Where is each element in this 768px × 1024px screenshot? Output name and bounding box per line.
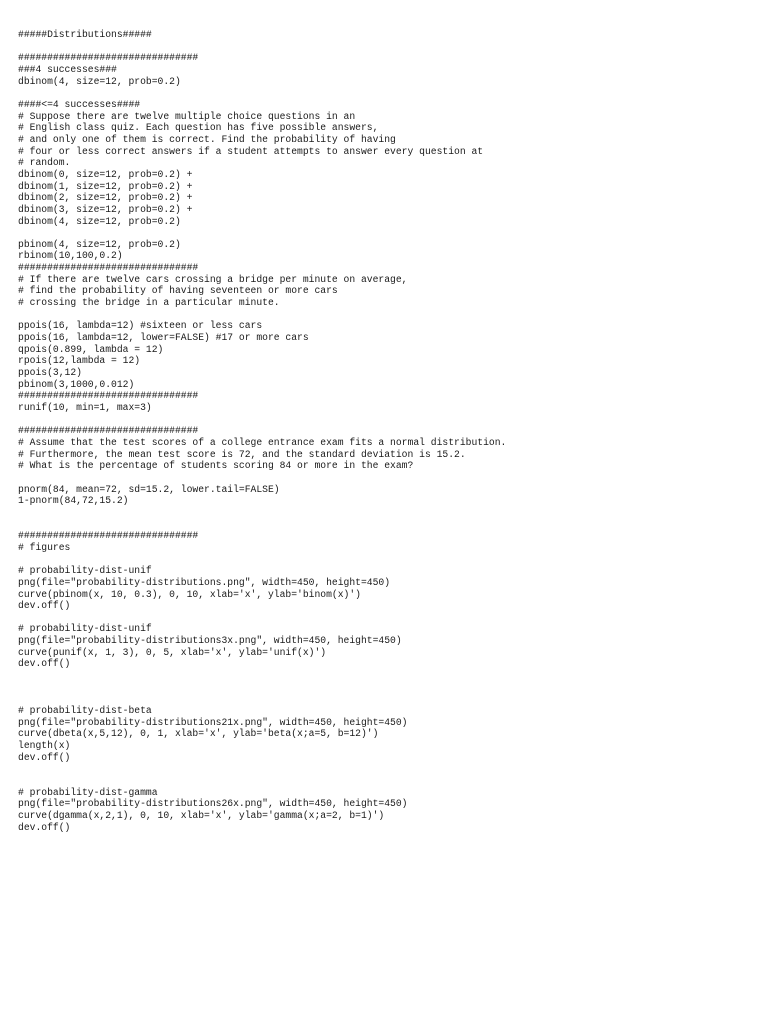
code-line: ############################### xyxy=(18,52,199,64)
code-line: 1-pnorm(84,72,15.2) xyxy=(18,495,129,507)
code-document xyxy=(18,29,758,833)
code-line: # probability-dist-unif xyxy=(18,623,152,635)
code-line: dev.off() xyxy=(18,600,71,612)
blank-line xyxy=(18,763,758,775)
code-line: # Furthermore, the mean test score is 72, and the standard deviation is 15.2. xyxy=(18,448,466,460)
code-line: # Assume that the test scores of a college entrance exam fits a normal distribution. xyxy=(18,436,507,448)
code-line: # probability-dist-beta xyxy=(18,705,152,717)
code-line: dev.off() xyxy=(18,658,71,670)
blank-line xyxy=(18,612,758,624)
code-line: # If there are twelve cars crossing a bridge per minute on average, xyxy=(18,273,408,285)
blank-line xyxy=(18,472,758,484)
code-line: # Suppose there are twelve multiple choice questions in an xyxy=(18,110,356,122)
blank-line xyxy=(18,682,758,694)
code-line: ############################### xyxy=(18,390,199,402)
blank-line xyxy=(18,87,758,99)
code-line: ppois(16, lambda=12, lower=FALSE) #17 or more cars xyxy=(18,332,309,344)
code-line: ############################### xyxy=(18,530,199,542)
code-line: pbinom(4, size=12, prob=0.2) xyxy=(18,238,181,250)
code-line: #####Distributions##### xyxy=(18,29,152,40)
code-line: # What is the percentage of students scoring 84 or more in the exam? xyxy=(18,460,414,472)
code-line: png(file="probability-distributions.png", width=450, height=450) xyxy=(18,576,391,588)
code-line: png(file="probability-distributions3x.png", width=450, height=450) xyxy=(18,635,402,647)
blank-line xyxy=(18,554,758,566)
code-line: curve(punif(x, 1, 3), 0, 5, xlab='x', ylab='unif(x)') xyxy=(18,646,327,658)
code-line: dbinom(1, size=12, prob=0.2) + xyxy=(18,180,193,192)
code-line: png(file="probability-distributions21x.png", width=450, height=450) xyxy=(18,716,408,728)
code-line: dev.off() xyxy=(18,751,71,763)
blank-line xyxy=(18,41,758,53)
code-line: dbinom(3, size=12, prob=0.2) + xyxy=(18,203,193,215)
code-line: dbinom(2, size=12, prob=0.2) + xyxy=(18,192,193,204)
code-line: dbinom(0, size=12, prob=0.2) + xyxy=(18,168,193,180)
code-line: # probability-dist-gamma xyxy=(18,786,158,798)
blank-line xyxy=(18,414,758,426)
code-line: rpois(12,lambda = 12) xyxy=(18,355,141,367)
code-line: ####<=4 successes#### xyxy=(18,98,141,110)
code-line: ppois(3,12) xyxy=(18,367,82,379)
blank-line xyxy=(18,507,758,519)
code-line: dbinom(4, size=12, prob=0.2) xyxy=(18,75,181,87)
code-line: ############################### xyxy=(18,425,199,437)
code-line: # four or less correct answers if a student attempts to answer every question at xyxy=(18,145,484,157)
code-line: ppois(16, lambda=12) #sixteen or less cars xyxy=(18,320,263,332)
code-line: runif(10, min=1, max=3) xyxy=(18,402,152,413)
code-line: rbinom(10,100,0.2) xyxy=(18,250,123,262)
blank-line xyxy=(18,309,758,321)
code-line: dev.off() xyxy=(18,821,71,833)
code-line: # random. xyxy=(18,157,71,169)
code-line: dbinom(4, size=12, prob=0.2) xyxy=(18,215,181,227)
code-line: # and only one of them is correct. Find the probability of having xyxy=(18,133,396,145)
code-line: pnorm(84, mean=72, sd=15.2, lower.tail=FALSE) xyxy=(18,483,280,495)
code-line: ############################### xyxy=(18,262,199,274)
blank-line xyxy=(18,775,758,787)
code-line: # probability-dist-unif xyxy=(18,565,152,577)
code-line: curve(dbeta(x,5,12), 0, 1, xlab='x', ylab='beta(x;a=5, b=12)') xyxy=(18,728,379,740)
blank-line xyxy=(18,693,758,705)
code-line: # figures xyxy=(18,541,71,553)
code-line: # find the probability of having seventeen or more cars xyxy=(18,285,338,297)
blank-line xyxy=(18,227,758,239)
code-line: ###4 successes### xyxy=(18,63,117,75)
code-line: qpois(0.899, lambda = 12) xyxy=(18,343,164,355)
code-line: # crossing the bridge in a particular minute. xyxy=(18,297,280,309)
code-line: length(x) xyxy=(18,740,71,752)
code-line: png(file="probability-distributions26x.png", width=450, height=450) xyxy=(18,798,408,810)
blank-line xyxy=(18,519,758,531)
code-line: curve(pbinom(x, 10, 0.3), 0, 10, xlab='x', ylab='binom(x)') xyxy=(18,588,361,600)
code-line: # English class quiz. Each question has five possible answers, xyxy=(18,122,379,134)
code-line: curve(dgamma(x,2,1), 0, 10, xlab='x', ylab='gamma(x;a=2, b=1)') xyxy=(18,809,385,821)
code-line: pbinom(3,1000,0.012) xyxy=(18,378,135,390)
blank-line xyxy=(18,670,758,682)
